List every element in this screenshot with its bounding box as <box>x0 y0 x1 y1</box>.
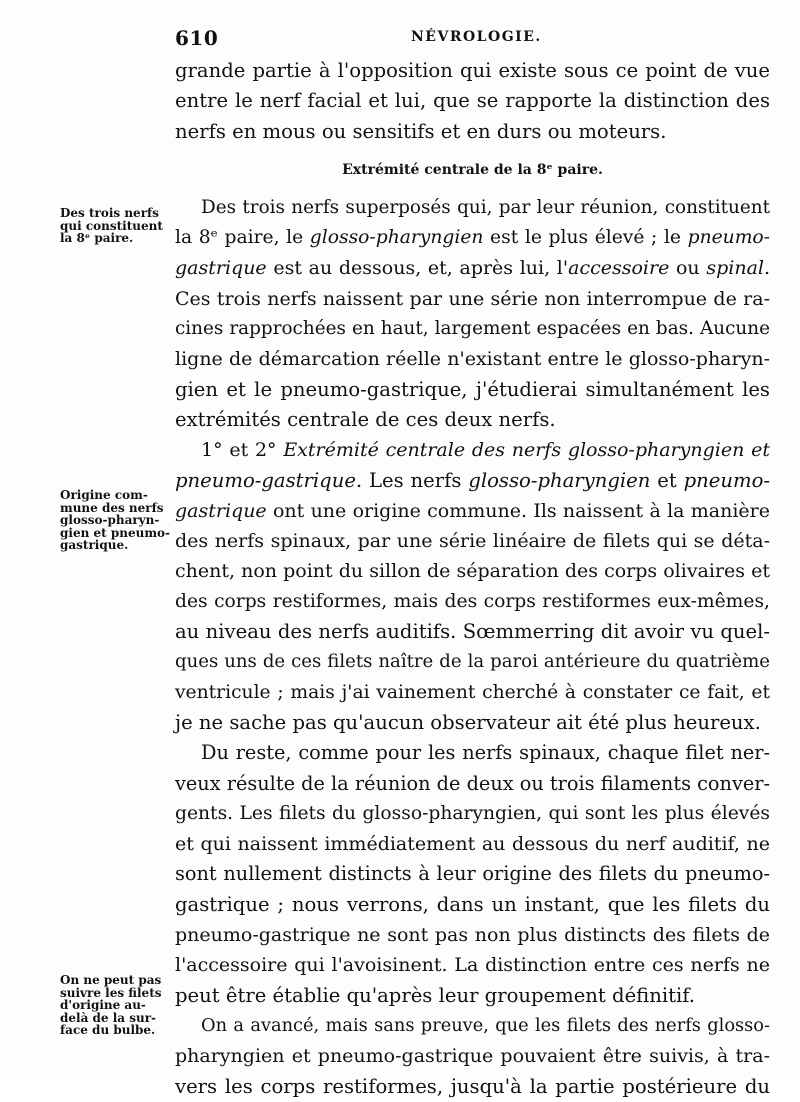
text-line: l'accessoire qui l'avoisinent. La distinction entre ces nerfs ne <box>175 954 770 977</box>
text-line: pneumo-gastrique. Les nerfs glosso-pharyngien et pneumo- <box>175 468 770 492</box>
text-line: 1° et 2° Extrémité centrale des nerfs glosso-pharyngien et <box>201 439 770 462</box>
text-line: gastrique est au dessous, et, après lui, l'accessoire ou spinal. <box>175 257 771 280</box>
text-line: des corps restiformes, mais des corps restiformes eux-mêmes, <box>175 590 770 612</box>
text-line: et qui naissent immédiatement au dessous du nerf auditif, ne <box>175 833 770 856</box>
text-line: nerfs en mous ou sensitifs et en durs ou moteurs. <box>175 119 667 143</box>
text-line: On a avancé, mais sans preuve, que les filets des nerfs glosso- <box>201 1014 770 1036</box>
paragraph-continuation <box>175 56 770 147</box>
text-line: ligne de démarcation réelle n'existant entre le glosso-pharyn- <box>175 348 770 371</box>
text-line: cines rapprochées en haut, largement espacées en bas. Aucune <box>175 318 770 340</box>
page-number: 610 <box>175 26 219 50</box>
text-line: Du reste, comme pour les nerfs spinaux, chaque filet ner- <box>201 741 770 765</box>
section-heading: Extrémité centrale de la 8ᵉ paire. <box>342 161 603 178</box>
text-line: grande partie à l'opposition qui existe sous ce point de vue <box>175 59 770 82</box>
margin-note-line: Origine com- <box>60 488 148 502</box>
margin-note-origine-commune <box>60 489 172 552</box>
text-line: Des trois nerfs superposés qui, par leur réunion, constituent <box>201 196 770 218</box>
text-line: entre le nerf facial et lui, que se rapporte la distinction des <box>175 89 770 113</box>
text-line: veux résulte de la réunion de deux ou trois filaments conver- <box>175 771 770 795</box>
running-title: NÉVROLOGIE. <box>411 29 542 45</box>
margin-note-line: glosso-pharyn- <box>60 513 160 527</box>
text-line: ventricule ; mais j'ai vainement cherché à constater ce fait, et <box>175 681 770 703</box>
text-line: peut être établie qu'après leur groupement définitif. <box>175 983 696 1007</box>
text-line: je ne sache pas qu'aucun observateur ait été plus heureux. <box>175 710 761 734</box>
margin-note-line: On ne peut pas <box>60 973 162 987</box>
text-line: gien et le pneumo-gastrique, j'étudierai simultanément les <box>175 377 770 401</box>
text-line: Ces trois nerfs naissent par une série non interrompue de ra- <box>175 287 770 310</box>
text-line: ques uns de ces filets naître de la paroi antérieure du quatrième <box>175 651 770 673</box>
margin-note-line: suivre les filets <box>60 985 162 1000</box>
margin-note-line: d'origine au- <box>60 998 146 1012</box>
text-line: pneumo-gastrique ne sont pas non plus distincts des filets de <box>175 924 770 947</box>
body-text <box>175 56 770 1102</box>
margin-note-trois-nerfs <box>60 207 172 245</box>
paragraph-trois-nerfs <box>175 193 770 435</box>
text-line: pharyngien et pneumo-gastrique pouvaient être suivis, à tra- <box>175 1045 770 1068</box>
text-line: la 8ᵉ paire, le glosso-pharyngien est le plus élevé ; le pneumo- <box>175 227 770 249</box>
text-line: gastrique ; nous verrons, dans un instant, que les filets du <box>175 892 770 916</box>
paragraph-du-reste <box>175 738 770 1011</box>
paragraph-on-a-avance <box>175 1011 770 1102</box>
margin-note-line: gastrique. <box>60 538 129 552</box>
text-line: des nerfs spinaux, par une série linéaire de filets qui se déta- <box>175 530 770 553</box>
text-line: chent, non point du sillon de séparation des corps olivaires et <box>175 560 770 583</box>
margin-note-line: Des trois nerfs <box>60 206 159 220</box>
running-header <box>175 26 765 56</box>
text-line: au niveau des nerfs auditifs. Sœmmerring dit avoir vu quel- <box>175 620 770 644</box>
margin-note-filets-origine <box>60 974 172 1037</box>
text-line: extrémités centrale de ces deux nerfs. <box>175 407 556 431</box>
margin-note-line: la 8ᵉ paire. <box>60 231 134 245</box>
margin-note-line: delà de la sur- <box>60 1010 157 1025</box>
margin-note-line: mune des nerfs <box>60 500 164 515</box>
text-line: gents. Les filets du glosso-pharyngien, qui sont les plus élevés <box>175 802 770 824</box>
margin-note-line: gien et pneumo- <box>60 525 170 540</box>
text-line: sont nullement distincts à leur origine des filets du pneumo- <box>175 862 770 886</box>
paragraph-origine <box>175 435 770 738</box>
margin-note-line: face du bulbe. <box>60 1023 156 1037</box>
text-line: vers les corps restiformes, jusqu'à la partie postérieure du <box>175 1074 770 1098</box>
text-line: gastrique ont une origine commune. Ils naissent à la manière <box>175 499 770 522</box>
margin-note-line: qui constituent <box>60 218 163 233</box>
